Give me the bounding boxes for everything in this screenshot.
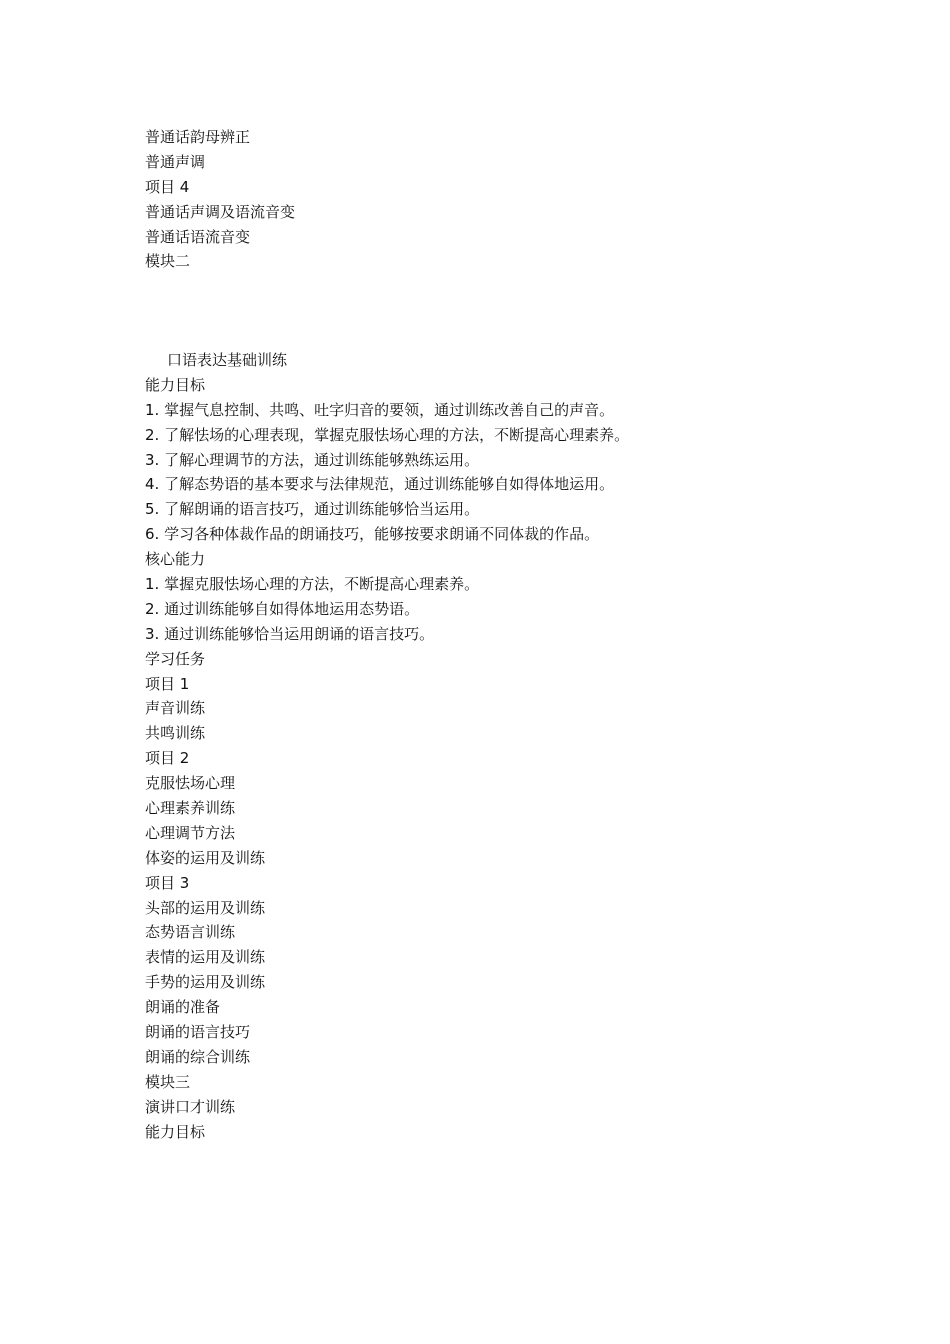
text-line: 普通话语流音变 <box>145 227 251 246</box>
text-line: 普通话韵母辨正 <box>145 128 251 146</box>
top-section <box>145 125 845 274</box>
task-line: 项目 2 <box>145 749 190 768</box>
task-line: 体姿的运用及训练 <box>145 848 266 867</box>
task-line: 态势语言训练 <box>145 923 236 942</box>
ability-heading: 能力目标 <box>145 375 206 394</box>
ability-item: 3. 了解心理调节的方法，通过训练能够熟练运用。 <box>145 450 480 469</box>
module2-title: 口语表达基础训练 <box>167 351 288 369</box>
task-line: 表情的运用及训练 <box>145 948 266 967</box>
text-line: 项目 4 <box>145 177 190 196</box>
ability-item: 2. 了解怯场的心理表现，掌握克服怯场心理的方法，不断提高心理素养。 <box>145 425 630 444</box>
task-line: 手势的运用及训练 <box>145 973 266 992</box>
core-item: 2. 通过训练能够自如得体地运用态势语。 <box>145 599 420 618</box>
module2-section <box>145 348 845 1145</box>
task-line: 朗诵的准备 <box>145 998 221 1017</box>
task-line: 声音训练 <box>145 699 206 718</box>
module3-heading: 模块三 <box>145 1072 191 1091</box>
text-line: 普通话声调及语流音变 <box>145 202 296 221</box>
tasks-heading: 学习任务 <box>145 649 206 668</box>
ability-item: 6. 学习各种体裁作品的朗诵技巧，能够按要求朗诵不同体裁的作品。 <box>145 525 600 544</box>
module3-ability-heading: 能力目标 <box>145 1122 206 1141</box>
task-line: 心理素养训练 <box>145 799 236 818</box>
text-line: 普通声调 <box>145 152 206 171</box>
core-item: 3. 通过训练能够恰当运用朗诵的语言技巧。 <box>145 624 435 643</box>
ability-item: 1. 掌握气息控制、共鸣、吐字归音的要领，通过训练改善自己的声音。 <box>145 400 615 419</box>
task-line: 克服怯场心理 <box>145 774 236 793</box>
task-line: 朗诵的综合训练 <box>145 1047 251 1066</box>
module3-title: 演讲口才训练 <box>145 1097 236 1116</box>
ability-item: 5. 了解朗诵的语言技巧，通过训练能够恰当运用。 <box>145 500 480 519</box>
core-item: 1. 掌握克服怯场心理的方法，不断提高心理素养。 <box>145 575 480 594</box>
task-line: 共鸣训练 <box>145 724 206 743</box>
core-heading: 核心能力 <box>145 550 206 569</box>
task-line: 朗诵的语言技巧 <box>145 1023 251 1042</box>
task-line: 项目 3 <box>145 873 190 892</box>
task-line: 项目 1 <box>145 674 190 693</box>
module-heading: 模块二 <box>145 252 191 271</box>
ability-item: 4. 了解态势语的基本要求与法律规范，通过训练能够自如得体地运用。 <box>145 475 615 494</box>
task-line: 头部的运用及训练 <box>145 898 266 917</box>
task-line: 心理调节方法 <box>145 823 236 842</box>
